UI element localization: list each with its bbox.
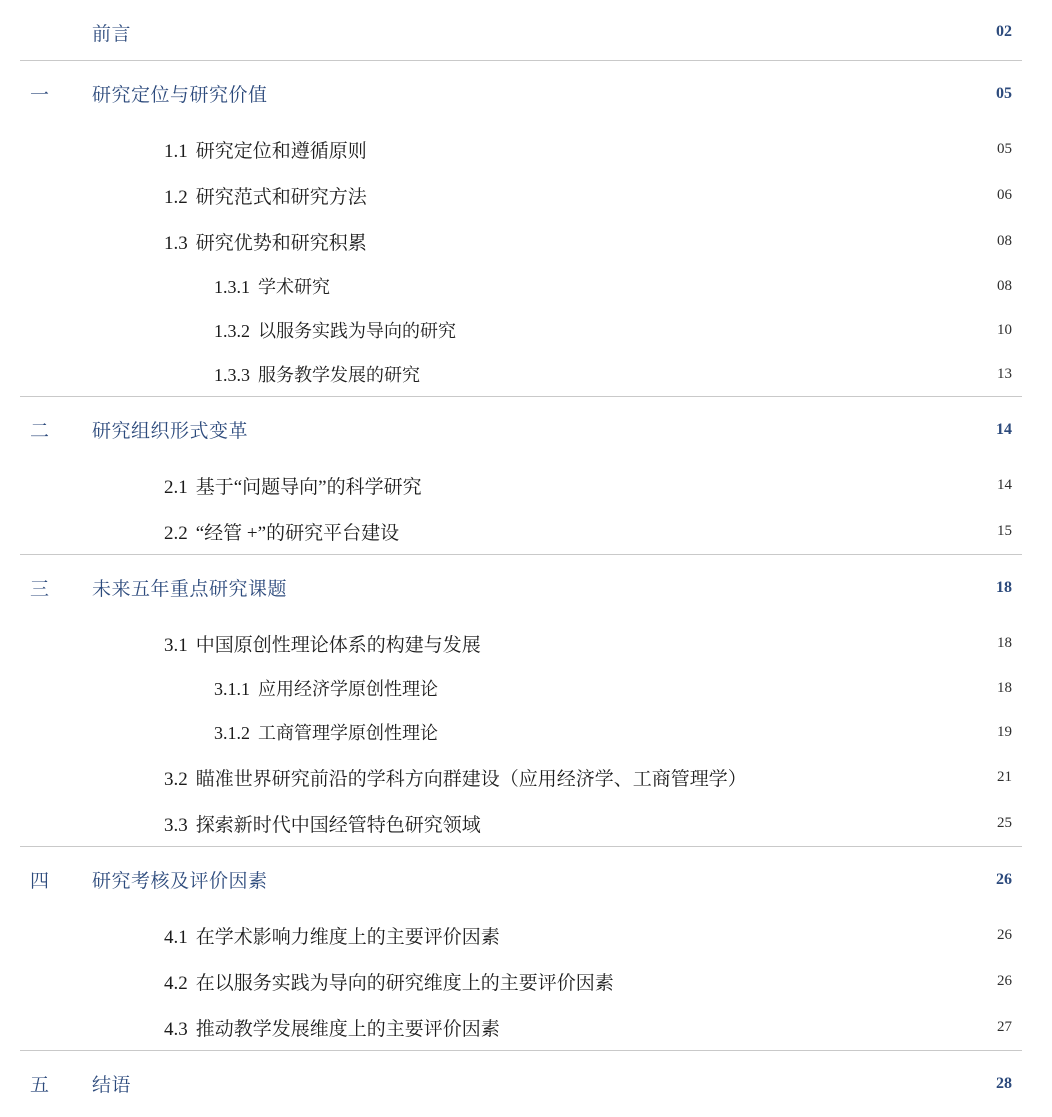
toc-entry[interactable] <box>20 912 1022 958</box>
toc-section-number: 五 <box>30 1074 50 1096</box>
toc-section-number: 三 <box>30 578 50 600</box>
toc-entry-text: 中国原创性理论体系的构建与发展 <box>195 634 481 656</box>
toc-entry-number: 3.1.1 <box>214 679 250 699</box>
toc-entry-text: 未来五年重点研究课题 <box>92 578 288 600</box>
toc-entry[interactable] <box>20 396 1022 462</box>
toc-page-number: 26 <box>997 972 1012 989</box>
toc-entry-title[interactable] <box>92 810 962 837</box>
toc-section-number: 二 <box>30 420 50 442</box>
toc-page-number: 02 <box>996 23 1012 40</box>
toc-entry-number: 3.1.2 <box>214 723 250 743</box>
toc-entry-text: 推动教学发展维度上的主要评价因素 <box>195 1018 500 1040</box>
toc-entry-text: “经管 +”的研究平台建设 <box>195 522 400 544</box>
toc-page-number: 18 <box>997 634 1012 651</box>
toc-entry-text: 结语 <box>92 1074 132 1096</box>
toc-entry-text: 服务教学发展的研究 <box>258 365 420 385</box>
toc-entry-title[interactable] <box>92 416 962 443</box>
toc-entry-title[interactable] <box>92 630 962 657</box>
toc-entry-number: 4.3 <box>164 1018 188 1040</box>
toc-page-number: 13 <box>997 365 1012 382</box>
toc-entry-number: 3.3 <box>164 814 188 836</box>
toc-entry-title[interactable] <box>92 968 962 995</box>
toc-entry-text: 在以服务实践为导向的研究维度上的主要评价因素 <box>195 972 614 994</box>
toc-entry-number: 1.3.1 <box>214 277 250 297</box>
toc-entry[interactable] <box>20 126 1022 172</box>
toc-entry-title[interactable] <box>92 675 962 701</box>
toc-entry-title[interactable] <box>92 273 962 299</box>
toc-entry[interactable] <box>20 218 1022 264</box>
toc-entry-number: 1.3.2 <box>214 321 250 341</box>
toc-entry-number: 2.1 <box>164 476 188 498</box>
toc-page-number: 14 <box>997 476 1012 493</box>
toc-entry-title[interactable] <box>92 182 962 209</box>
toc-entry-text: 前言 <box>92 22 132 45</box>
toc-entry-number: 1.3 <box>164 232 188 254</box>
toc-entry-title[interactable] <box>92 866 962 893</box>
toc-page-number: 08 <box>997 277 1012 294</box>
toc-entry-number: 4.2 <box>164 972 188 994</box>
toc-page-number: 18 <box>996 578 1012 596</box>
toc-entry[interactable] <box>20 666 1022 710</box>
toc-entry-title[interactable] <box>92 472 962 499</box>
toc-entry[interactable] <box>20 846 1022 912</box>
toc-section-number: 一 <box>30 84 50 106</box>
toc-entry-title[interactable] <box>92 922 962 949</box>
toc-entry-text: 研究组织形式变革 <box>92 420 249 442</box>
toc-page-number: 19 <box>997 723 1012 740</box>
toc-entry-title[interactable] <box>92 574 962 601</box>
toc-entry[interactable] <box>20 620 1022 666</box>
toc-entry-title[interactable] <box>92 764 962 791</box>
toc-entry-text: 应用经济学原创性理论 <box>258 679 438 699</box>
toc-entry-text: 基于“问题导向”的科学研究 <box>195 476 422 498</box>
toc-entry-text: 在学术影响力维度上的主要评价因素 <box>195 926 500 948</box>
toc-entry-number: 3.1 <box>164 634 188 656</box>
toc-entry-number: 1.3.3 <box>214 365 250 385</box>
toc-page-number: 25 <box>997 814 1012 831</box>
toc-entry[interactable] <box>20 1004 1022 1050</box>
toc-entry-title[interactable] <box>92 1014 962 1041</box>
toc-page-number: 27 <box>997 1018 1012 1035</box>
toc-page-number: 18 <box>997 679 1012 696</box>
toc-page-number: 21 <box>997 768 1012 785</box>
toc-entry-title[interactable] <box>92 136 962 163</box>
toc-page-number: 26 <box>997 926 1012 943</box>
toc-page-number: 10 <box>997 321 1012 338</box>
toc-entry-text: 研究范式和研究方法 <box>195 186 367 208</box>
toc-entry-text: 瞄准世界研究前沿的学科方向群建设（应用经济学、工商管理学） <box>195 768 747 790</box>
toc-page-number: 28 <box>996 1074 1012 1092</box>
toc-entry-title[interactable] <box>92 317 962 343</box>
toc-page-number: 06 <box>997 186 1012 203</box>
toc-entry-text: 探索新时代中国经管特色研究领域 <box>195 814 481 836</box>
toc-entry[interactable] <box>20 264 1022 308</box>
toc-entry-text: 学术研究 <box>258 277 330 297</box>
toc-page-number: 05 <box>996 84 1012 102</box>
toc-entry-text: 研究优势和研究积累 <box>195 232 367 254</box>
toc-entry-list <box>20 4 1022 1116</box>
toc-entry[interactable] <box>20 710 1022 754</box>
toc-entry[interactable] <box>20 352 1022 396</box>
toc-entry-text: 研究定位与研究价值 <box>92 84 268 106</box>
toc-entry-text: 以服务实践为导向的研究 <box>258 321 456 341</box>
toc-entry[interactable] <box>20 754 1022 800</box>
toc-entry[interactable] <box>20 508 1022 554</box>
toc-entry-number: 2.2 <box>164 522 188 544</box>
toc-entry-text: 工商管理学原创性理论 <box>258 723 438 743</box>
toc-entry-title[interactable] <box>92 518 962 545</box>
toc-entry-title[interactable] <box>92 19 962 46</box>
toc-entry[interactable] <box>20 60 1022 126</box>
toc-entry[interactable] <box>20 4 1022 60</box>
toc-page-number: 15 <box>997 522 1012 539</box>
toc-entry-title[interactable] <box>92 361 962 387</box>
toc-entry[interactable] <box>20 462 1022 508</box>
toc-entry-title[interactable] <box>92 1070 962 1097</box>
toc-entry-number: 4.1 <box>164 926 188 948</box>
toc-page-number: 05 <box>997 140 1012 157</box>
toc-section-number: 四 <box>30 870 50 892</box>
toc-entry[interactable] <box>20 172 1022 218</box>
toc-entry[interactable] <box>20 958 1022 1004</box>
toc-entry[interactable] <box>20 554 1022 620</box>
toc-entry-number: 1.2 <box>164 186 188 208</box>
toc-page-number: 14 <box>996 420 1012 438</box>
toc-entry-text: 研究定位和遵循原则 <box>195 140 367 162</box>
toc-entry-text: 研究考核及评价因素 <box>92 870 268 892</box>
toc-entry-title[interactable] <box>92 228 962 255</box>
toc-entry-title[interactable] <box>92 80 962 107</box>
toc-entry-number: 1.1 <box>164 140 188 162</box>
toc-entry[interactable] <box>20 1050 1022 1116</box>
toc-entry-title[interactable] <box>92 719 962 745</box>
toc-entry[interactable] <box>20 800 1022 846</box>
toc-page-number: 26 <box>996 870 1012 888</box>
toc-entry-number: 3.2 <box>164 768 188 790</box>
toc-page-number: 08 <box>997 232 1012 249</box>
toc-entry[interactable] <box>20 308 1022 352</box>
